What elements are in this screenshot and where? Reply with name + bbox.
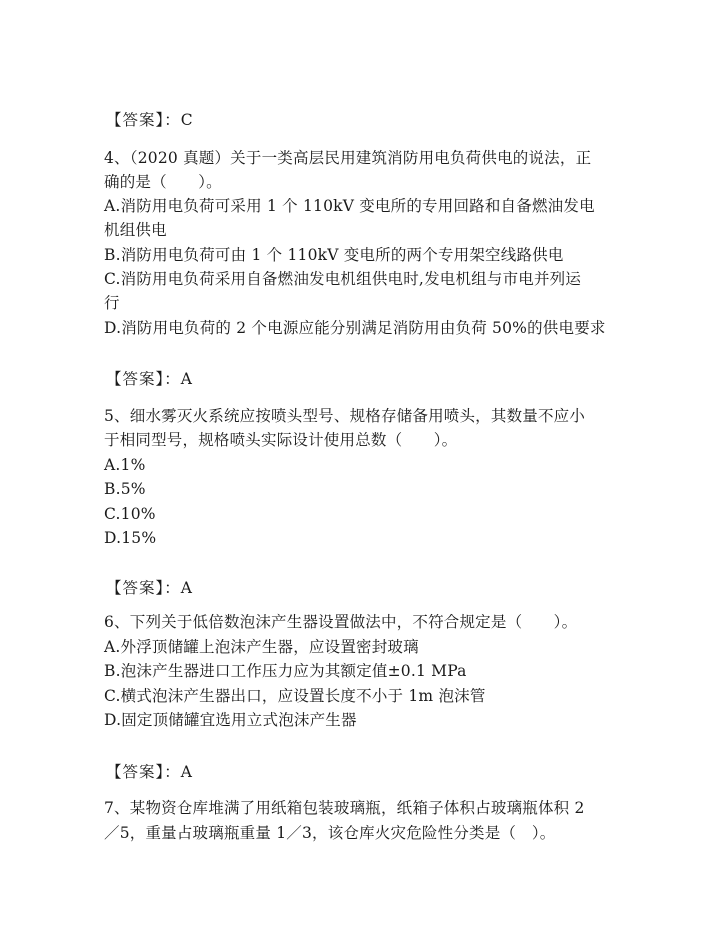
answer-q3: 【答案】：C [106, 111, 194, 129]
question-6-option-d: D.固定顶储罐宜选用立式泡沫产生器 [104, 711, 357, 729]
question-4-stem-line-1: 4、（2020 真题）关于一类高层民用建筑消防用电负荷供电的说法，正 [104, 149, 592, 167]
question-4-option-a-line-1: A.消防用电负荷可采用 1 个 110kV 变电所的专用回路和自备燃油发电 [104, 197, 595, 215]
answer-q5: 【答案】：A [106, 579, 193, 597]
question-6-stem: 6、下列关于低倍数泡沫产生器设置做法中，不符合规定是（ ）。 [104, 613, 578, 631]
question-5-stem-line-1: 5、细水雾灭火系统应按喷头型号、规格存储备用喷头，其数量不应小 [104, 407, 586, 425]
question-6-option-a: A.外浮顶储罐上泡沫产生器，应设置密封玻璃 [104, 638, 419, 656]
question-4-option-c-line-2: 行 [104, 294, 120, 312]
question-5-option-b: B.5% [104, 480, 146, 498]
question-5-option-d: D.15% [104, 529, 157, 547]
question-7-stem-line-1: 7、某物资仓库堆满了用纸箱包装玻璃瓶，纸箱子体积占玻璃瓶体积 2 [104, 799, 585, 817]
question-4-option-c-line-1: C.消防用电负荷采用自备燃油发电机组供电时,发电机组与市电并列运 [104, 270, 582, 288]
question-6-option-b: B.泡沫产生器进口工作压力应为其额定值±0.1 MPa [104, 662, 467, 680]
question-5-option-a: A.1% [104, 456, 146, 474]
question-7-stem-line-2: ／5，重量占玻璃瓶重量 1／3，该仓库火灾危险性分类是（ ）。 [104, 824, 556, 842]
question-4-option-d: D.消防用电负荷的 2 个电源应能分别满足消防用由负荷 50%的供电要求 [104, 319, 606, 337]
question-4-option-a-line-2: 机组供电 [104, 221, 167, 239]
question-4-stem-line-2: 确的是（ ）。 [104, 173, 222, 191]
question-4-option-b: B.消防用电负荷可由 1 个 110kV 变电所的两个专用架空线路供电 [104, 246, 564, 264]
question-6-option-c: C.横式泡沫产生器出口，应设置长度不小于 1m 泡沫管 [104, 687, 486, 705]
question-5-option-c: C.10% [104, 505, 156, 523]
answer-q4: 【答案】：A [106, 370, 193, 388]
question-5-stem-line-2: 于相同型号，规格喷头实际设计使用总数（ ）。 [104, 431, 458, 449]
answer-q6: 【答案】：A [106, 763, 193, 781]
